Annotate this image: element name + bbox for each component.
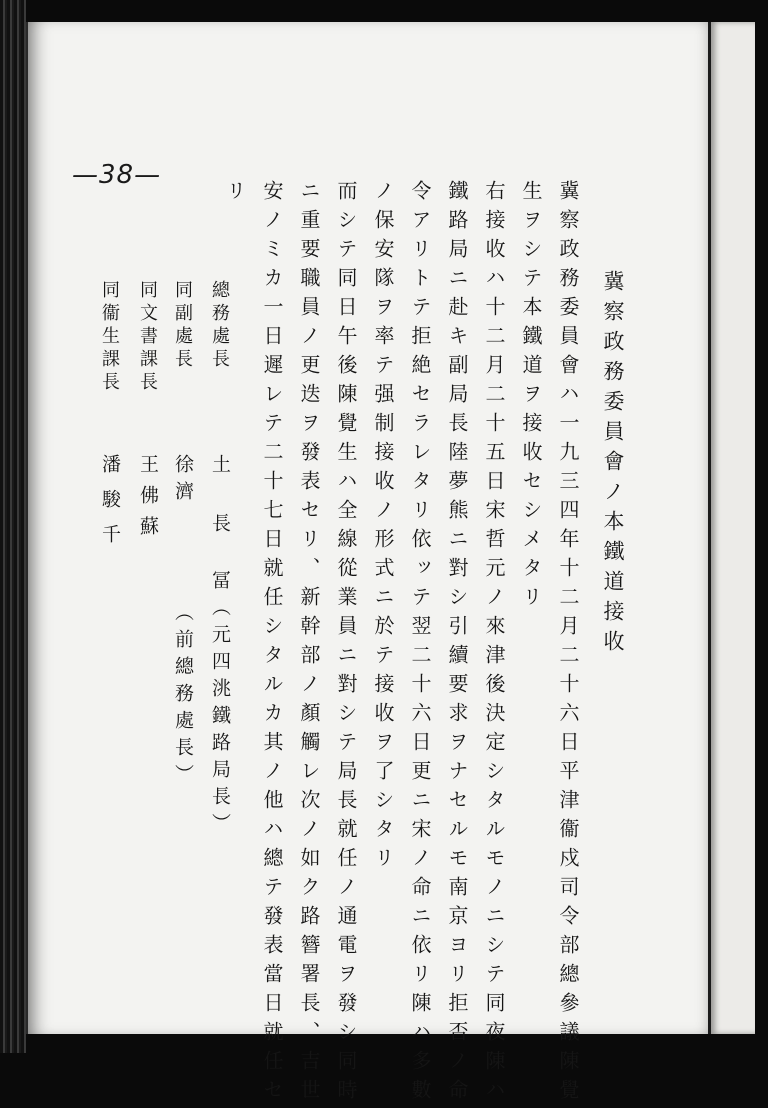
body-column-8: ニ重要職員ノ更迭ヲ發表セリ、新幹部ノ顏觸レ次ノ如ク路簪署長、吉世 — [297, 180, 321, 1108]
staff-title: 同文書課長 — [137, 280, 158, 395]
staff-name: 徐濟 — [172, 454, 194, 508]
body-column-1: 冀察政務委員會ハ一九三四年十二月二十六日平津衞戍司令部總參議陳覺 — [556, 180, 580, 1108]
book-gutter — [0, 0, 26, 1053]
body-column-7: 而シテ同日午後陳覺生ハ全線從業員ニ對シテ局長就任ノ通電ヲ發シ同時 — [334, 180, 358, 1108]
body-column-5: 令アリトテ拒絶セラレタリ依ッテ翌二十六日更ニ宋ノ命ニ依リ陳ハ多數 — [408, 180, 432, 1108]
staff-name: 潘駿千 — [99, 454, 121, 559]
staff-title: 同副處長 — [172, 280, 193, 372]
body-column-4: 鐵路局ニ赴キ副局長陸夢熊ニ對シ引續要求ヲナセルモ南京ヨリ拒否ノ命 — [445, 180, 469, 1108]
body-column-10: リ — [223, 180, 247, 209]
next-page-edge — [708, 22, 755, 1034]
staff-name: 王佛蘇 — [137, 454, 159, 547]
staff-title: 同衞生課長 — [99, 280, 120, 395]
body-column-6: ノ保安隊ヲ率テ强制接收ノ形式ニ於テ接收ヲ了シタリ — [371, 180, 395, 876]
section-title: 冀察政務委員會ノ本鐵道接收 — [601, 270, 625, 660]
staff-note: （前總務處長） — [172, 602, 194, 791]
document-page — [26, 22, 710, 1108]
body-column-2: 生ヲシテ本鐵道ヲ接收セシメタリ — [519, 180, 543, 615]
body-column-9: 安ノミカ一日遲レテ二十七日就任シタルカ其ノ他ハ總テ發表當日就任セ — [260, 180, 284, 1108]
staff-title: 總務處長 — [209, 280, 230, 372]
staff-name: 土長 — [209, 454, 231, 572]
staff-note: 冨（元四洮鐵路局長） — [209, 570, 231, 840]
body-column-3: 右接收ハ十二月二十五日宋哲元ノ來津後決定シタルモノニシテ同夜陳ハ — [482, 180, 506, 1108]
page-number: —38— — [72, 160, 162, 190]
